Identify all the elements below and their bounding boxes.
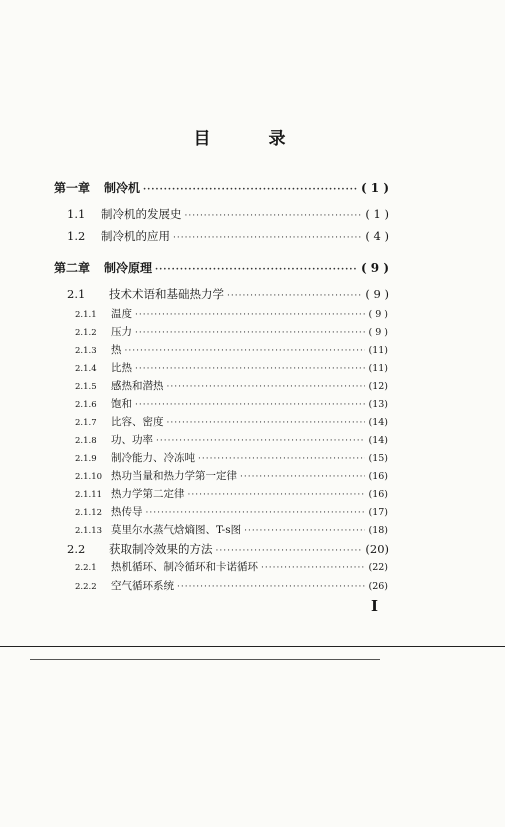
toc-leader-dots [167,382,366,392]
toc-entry [54,259,389,276]
toc-entry [67,541,389,557]
toc-entry-number: 第二章 [54,261,91,275]
toc-entry-page: (22) [368,562,388,573]
toc-entry-page: ( 4 ) [365,229,389,243]
toc-entry-title: 比热 [111,362,132,374]
toc-entry-number: 2.1.3 [75,346,97,356]
toc-entry [75,486,388,501]
toc-leader-dots [167,418,366,428]
toc-entry-page: (13) [368,399,388,410]
toc-entry-page: ( 9 ) [368,327,388,338]
toc-entry-number: 2.1.7 [75,418,97,428]
toc-entry [75,450,388,465]
toc-entry-number: 2.1 [67,287,86,301]
toc-entry-number: 2.1.12 [75,508,103,518]
toc-entry-page: (16) [368,471,388,482]
toc-entry [75,468,388,483]
toc-entry-number: 2.1.11 [75,490,103,500]
toc-entry-title: 压力 [111,326,132,338]
toc-entry-page: (14) [368,417,388,428]
toc-entry [75,432,388,447]
toc-entry-number: 2.1.10 [75,472,103,482]
toc-entry-page: (11) [368,363,388,374]
toc-leader-dots [143,185,358,195]
toc-entry-page: (11) [368,345,388,356]
toc-entry-title: 技术术语和基础热力学 [109,287,224,301]
toc-entry-title: 热力学第二定律 [111,488,185,500]
toc-entry-title: 饱和 [111,398,132,410]
toc-entry-page: ( 1 ) [360,181,389,195]
toc-entry [75,504,388,519]
toc-entry-title: 空气循环系统 [111,580,174,592]
toc-entry-title: 热机循环、制冷循环和卡诺循环 [111,561,258,573]
toc-entry-number: 1.2 [67,229,86,243]
toc-entry-page: (18) [368,525,388,536]
toc-leader-dots [240,472,365,482]
toc-entry-number: 2.1.6 [75,400,97,410]
toc-leader-dots [135,364,365,374]
toc-entry-page: ( 9 ) [368,309,388,320]
toc-entry [75,522,388,537]
toc-entry [75,578,388,593]
toc-entry-page: (20) [365,542,389,556]
toc-entry-number: 2.1.4 [75,364,97,374]
toc-entry-page: ( 9 ) [365,287,389,301]
toc-entry-title: 获取制冷效果的方法 [109,542,213,556]
toc-entry-number: 2.1.13 [75,526,103,536]
toc-leader-dots [244,526,365,536]
toc-entry-title: 制冷能力、冷冻吨 [111,452,195,464]
toc-entry-page: ( 1 ) [365,207,389,221]
toc-entry-number: 2.1.8 [75,436,97,446]
toc-entry [67,286,389,302]
toc-entry-number: 2.2.2 [75,582,97,592]
toc-entry-number: 2.1.9 [75,454,97,464]
toc-leader-dots [135,328,366,338]
toc-entry-title: 感热和潜热 [111,380,164,392]
toc-entry-page: (26) [368,581,388,592]
toc-entry-title: 热功当量和热力学第一定律 [111,470,237,482]
toc-leader-dots [135,310,366,320]
toc-leader-dots [155,265,358,275]
toc-entry-page: (14) [368,435,388,446]
toc-leader-dots [188,490,366,500]
toc-entry-number: 2.1.2 [75,328,97,338]
toc-entry [67,228,389,244]
toc-entry-number: 1.1 [67,207,86,221]
toc-entry-title: 热传导 [111,506,143,518]
toc-entry-title: 热 [111,344,122,356]
toc-entry-title: 制冷机 [104,181,141,195]
toc-title: 目 录 [193,129,312,149]
toc-leader-dots [146,508,366,518]
toc-entry-title: 制冷机的发展史 [101,207,182,221]
toc-leader-dots [227,291,362,301]
toc-entry [75,378,388,393]
page-number: I [371,597,379,615]
toc-entry-title: 温度 [111,308,132,320]
toc-leader-dots [173,233,362,243]
toc-leader-dots [198,454,365,464]
toc-entry-page: (16) [368,489,388,500]
toc-leader-dots [177,582,365,592]
toc-leader-dots [135,400,365,410]
toc-entry-number: 2.1.1 [75,310,97,320]
toc-entry-title: 功、功率 [111,434,153,446]
toc-entry-page: (17) [368,507,388,518]
toc-entry-number: 2.1.5 [75,382,97,392]
toc-entry [67,206,389,222]
toc-leader-dots [156,436,365,446]
toc-entry [75,414,388,429]
toc-entry-title: 制冷机的应用 [101,229,170,243]
toc-entry [75,306,388,321]
toc-leader-dots [125,346,366,356]
toc-entry [75,559,388,574]
toc-entry-page: (12) [368,381,388,392]
toc-entry [75,342,388,357]
toc-leader-dots [185,211,363,221]
toc-leader-dots [261,563,365,573]
page-bottom-rule [0,646,505,647]
toc-entry-number: 2.2 [67,542,86,556]
toc-entry [75,360,388,375]
toc-entry-page: (15) [368,453,388,464]
toc-entry-page: ( 9 ) [360,261,389,275]
toc-leader-dots [216,546,363,556]
toc-entry-title: 比容、密度 [111,416,164,428]
toc-entry [75,396,388,411]
toc-entry-number: 2.2.1 [75,563,97,573]
toc-entry-title: 莫里尔水蒸气焓熵图、T-s图 [111,524,242,536]
toc-entry [54,179,389,196]
toc-entry [75,324,388,339]
toc-entry-title: 制冷原理 [104,261,153,275]
page-bottom-rule-secondary [30,659,380,660]
toc-entry-number: 第一章 [54,181,91,195]
